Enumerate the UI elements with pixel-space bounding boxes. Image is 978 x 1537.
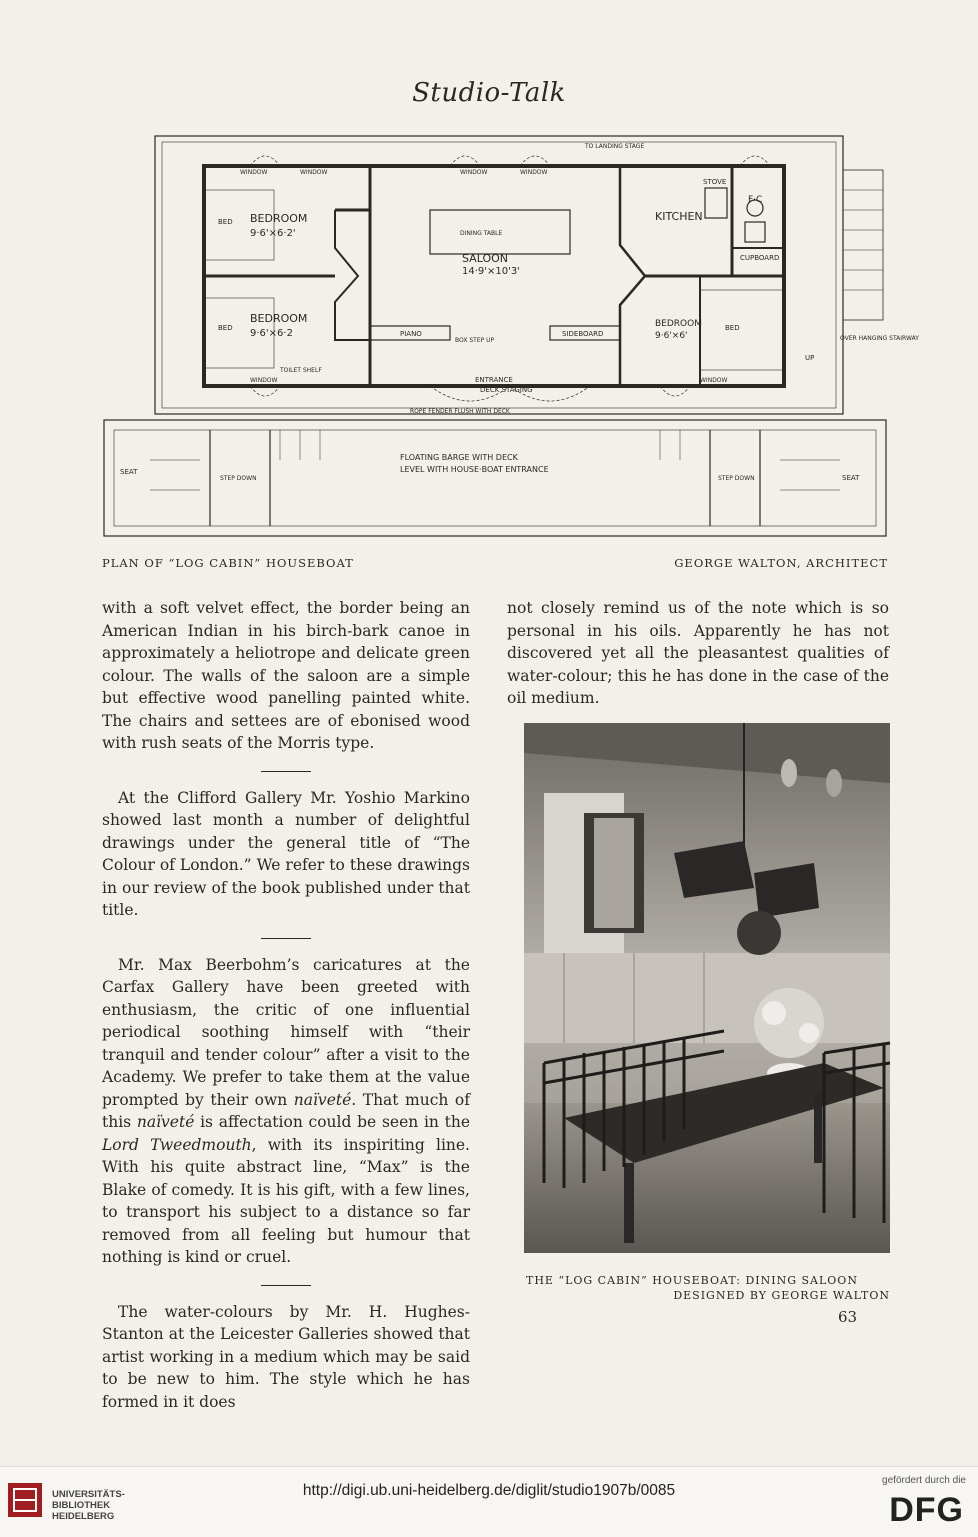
page-number: 63: [838, 1308, 858, 1326]
label-window: WINDOW: [240, 169, 268, 176]
label-step-down: STEP DOWN: [718, 475, 755, 482]
label-window: WINDOW: [300, 169, 328, 176]
label-bedroom2: BEDROOM: [250, 312, 308, 325]
label-bedroom3-dims: 9·6'×6': [655, 331, 688, 341]
label-sideboard: SIDEBOARD: [562, 330, 604, 338]
photo-caption: [524, 1273, 890, 1303]
photo-caption-line-1: THE “LOG CABIN” HOUSEBOAT: DINING SALOON: [526, 1274, 858, 1287]
institution-name: UNIVERSITÄTS- BIBLIOTHEK HEIDELBERG: [52, 1489, 125, 1522]
right-column: [507, 597, 889, 710]
paragraph: At the Clifford Gallery Mr. Yoshio Markino showed last month a number of delightful drawings under the general title of “The Colour of London.” We refer to these drawings in our review of the book published under that title.: [102, 788, 470, 919]
label-window: WINDOW: [520, 169, 548, 176]
label-overhanging-stairway: OVER HANGING STAIRWAY: [840, 335, 919, 342]
dfg-logo[interactable]: DFG: [889, 1491, 964, 1529]
label-entrance: ENTRANCE: [475, 376, 513, 384]
label-window: WINDOW: [700, 377, 728, 384]
label-window: WINDOW: [250, 377, 278, 384]
label-stove: STOVE: [703, 178, 727, 186]
label-up: UP: [805, 354, 815, 362]
label-bedroom3: BEDROOM: [655, 319, 702, 329]
plan-caption-right: GEORGE WALTON, ARCHITECT: [674, 556, 888, 570]
label-bed: BED: [218, 218, 233, 226]
running-head: Studio-Talk: [412, 78, 566, 108]
label-window: WINDOW: [460, 169, 488, 176]
label-bedroom1-dims: 9·6'×6·2': [250, 228, 296, 239]
label-piano: PIANO: [400, 330, 422, 338]
label-seat: SEAT: [120, 468, 138, 476]
label-deck-staging: DECK STAGING: [480, 386, 533, 394]
label-to-landing-stage: TO LANDING STAGE: [585, 143, 645, 150]
photo-caption-line-2: DESIGNED BY GEORGE WALTON: [673, 1289, 890, 1302]
permalink-url[interactable]: http://digi.ub.uni-heidelberg.de/diglit/studio1907b/0085: [302, 1482, 676, 1499]
funded-by-label: gefördert durch die: [882, 1475, 966, 1486]
section-divider: [261, 1285, 311, 1286]
left-column: [102, 597, 470, 1413]
label-bed: BED: [218, 324, 233, 332]
section-divider: [261, 771, 311, 772]
label-box-step: BOX STEP UP: [455, 337, 495, 344]
label-rope-fender: ROPE FENDER FLUSH WITH DECK: [410, 408, 510, 415]
label-barge-2: LEVEL WITH HOUSE·BOAT ENTRANCE: [400, 465, 549, 474]
label-cupboard: CUPBOARD: [740, 254, 780, 262]
dining-saloon-photograph: [524, 723, 890, 1253]
paragraph: The water-colours by Mr. H. Hughes-Stanton at the Leicester Galleries showed that artist working in a medium which may be said to be new to him. The style which he has formed in it does: [102, 1302, 470, 1411]
label-step-down: STEP DOWN: [220, 475, 257, 482]
paragraph: Mr. Max Beerbohm’s caricatures at the Carfax Gallery have been greeted with enthusiasm, the critic of one influential periodical soothing himself with “their tranquil and tender colour” after a visit to the Academy. We prefer to take them at the value prompted by their own naïveté. That much of this naïveté is affectation could be seen in the Lord Tweedmouth, with its inspiriting line. With his quite abstract line, “Max” is the Blake of comedy. It is his gift, with a few lines, to transport his subject to a distance so far removed from all feeling but humour that nothing is kind or cruel.: [102, 955, 470, 1266]
label-saloon-dims: 14·9'×10'3': [462, 266, 520, 277]
digitization-footer: [0, 1466, 978, 1537]
label-fc: F·C: [748, 195, 763, 205]
label-dining-table: DINING TABLE: [460, 230, 503, 237]
paragraph: not closely remind us of the note which is so personal in his oils. Apparently he has not discovered yet all the pleasantest qualities of water-colour; this he has done in the case of the oil medium.: [507, 599, 889, 707]
houseboat-floor-plan: [100, 130, 919, 542]
label-kitchen: KITCHEN: [655, 210, 703, 223]
paragraph: with a soft velvet effect, the border being an American Indian in his birch-bark canoe in approximately a heliotrope and delicate green colour. The walls of the saloon are a simple but effective wood panelling painted white. The chairs and settees are of ebonised wood with rush seats of the Morris type.: [102, 599, 470, 752]
label-bedroom1: BEDROOM: [250, 212, 308, 225]
label-toilet-shelf: TOILET SHELF: [280, 367, 322, 374]
label-bed: BED: [725, 324, 740, 332]
label-barge: FLOATING BARGE WITH DECK: [400, 453, 518, 462]
section-divider: [261, 938, 311, 939]
label-seat: SEAT: [842, 474, 860, 482]
label-bedroom2-dims: 9·6'×6·2: [250, 328, 293, 339]
plan-caption-left: PLAN OF “LOG CABIN” HOUSEBOAT: [102, 556, 354, 570]
label-saloon: SALOON: [462, 252, 508, 265]
